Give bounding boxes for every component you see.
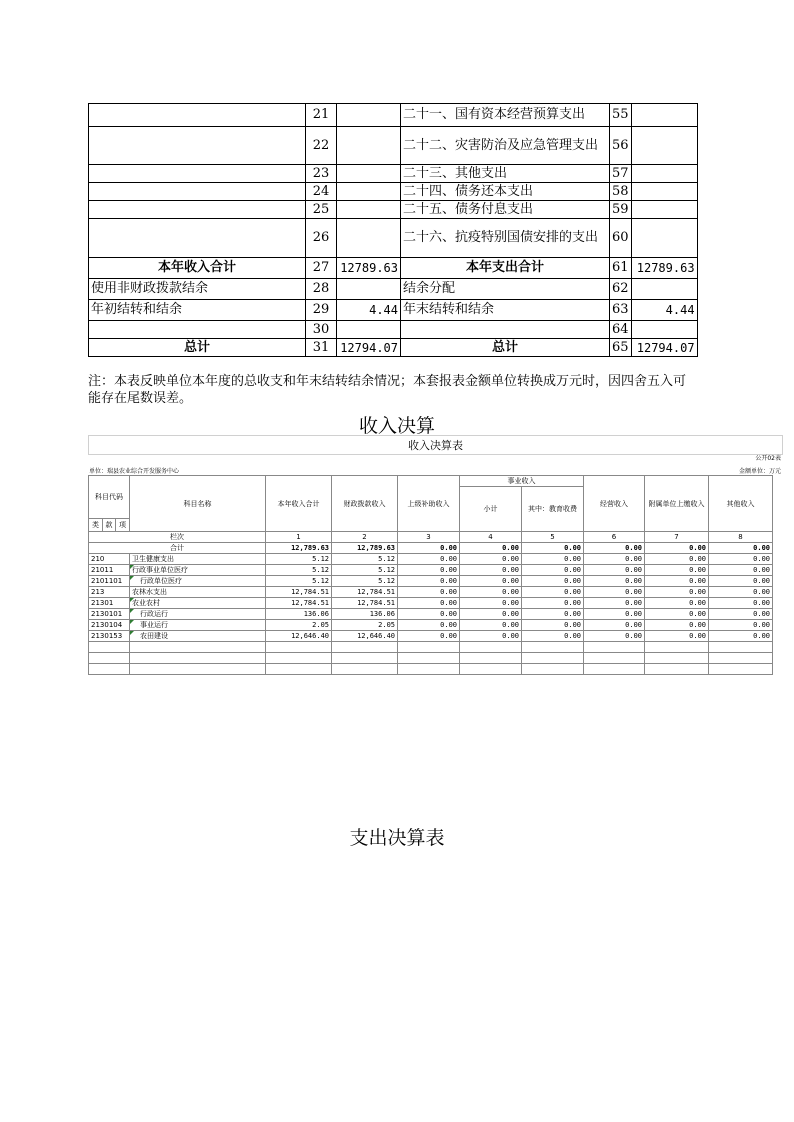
empty-cell [645,653,709,664]
total-value: 0.00 [460,543,522,554]
empty-cell [584,642,645,653]
amount-cell: 12,784.51 [266,598,332,609]
amount-cell: 0.00 [522,598,584,609]
amount-cell: 136.06 [266,609,332,620]
expense-amount [631,104,697,127]
amount-cell: 0.00 [460,620,522,631]
subject-name-text: 事业运行 [140,620,168,629]
income-item-label [89,165,306,183]
total-value: 0.00 [645,543,709,554]
subject-code: 2130104 [89,620,130,631]
expense-line-number: 63 [610,300,632,321]
subject-name [130,565,266,576]
empty-cell [398,664,460,675]
amount-cell: 0.00 [398,565,460,576]
empty-cell [89,653,130,664]
income-item-label [89,104,306,127]
income-amount [337,127,401,165]
amount-cell: 0.00 [522,620,584,631]
empty-cell [332,664,398,675]
expense-item-label: 二十三、其他支出 [401,165,610,183]
summary-row [89,219,698,258]
amount-cell: 0.00 [398,554,460,565]
row-label-cell: 栏次 [89,532,266,543]
income-amount: 4.44 [337,300,401,321]
empty-cell [89,642,130,653]
total-value: 0.00 [522,543,584,554]
total-value: 12,789.63 [332,543,398,554]
income-line-number: 25 [306,201,337,219]
amount-cell: 12,784.51 [332,598,398,609]
expense-item-label: 年末结转和结余 [401,300,610,321]
header-total: 本年收入合计 [266,476,332,532]
summary-row [89,165,698,183]
income-line-number: 27 [306,258,337,279]
amount-cell: 0.00 [645,587,709,598]
amount-cell: 0.00 [645,565,709,576]
summary-row [89,127,698,165]
header-subtotal: 小计 [460,487,522,532]
income-amount [337,219,401,258]
subject-name [130,576,266,587]
empty-cell [522,642,584,653]
expense-line-number: 64 [610,321,632,339]
subject-name-text: 农田建设 [140,631,168,640]
subject-name-text: 卫生健康支出 [132,554,174,563]
amount-unit: 金额单位：万元 [738,468,781,475]
amount-cell: 0.00 [584,620,645,631]
income-amount [337,104,401,127]
empty-cell [398,653,460,664]
income-amount [337,183,401,201]
income-line-number: 29 [306,300,337,321]
income-line-number: 28 [306,279,337,300]
amount-cell: 0.00 [460,565,522,576]
total-value: 0.00 [584,543,645,554]
income-item-label [89,201,306,219]
amount-cell: 0.00 [645,598,709,609]
expense-section-title: 支出决算表 [349,827,445,849]
income-amount [337,201,401,219]
income-expense-summary-table [88,103,698,357]
amount-cell: 0.00 [645,631,709,642]
header-superior: 上级补助收入 [398,476,460,532]
subject-code: 2130153 [89,631,130,642]
empty-cell [266,642,332,653]
subject-name [130,631,266,642]
empty-cell [332,653,398,664]
subject-name-text: 农林水支出 [132,587,167,596]
amount-cell: 0.00 [709,609,773,620]
expense-amount: 12789.63 [631,258,697,279]
amount-cell: 0.00 [522,609,584,620]
amount-cell: 0.00 [460,587,522,598]
income-line-number: 24 [306,183,337,201]
expense-item-label: 总计 [401,339,610,357]
amount-cell: 0.00 [709,554,773,565]
empty-cell [332,642,398,653]
amount-cell: 0.00 [460,554,522,565]
amount-cell: 0.00 [709,620,773,631]
amount-cell: 0.00 [709,631,773,642]
expense-line-number: 58 [610,183,632,201]
amount-cell: 0.00 [645,620,709,631]
column-number: 1 [266,532,332,543]
form-number: 公开02表 [755,455,781,462]
table-row [89,576,773,587]
amount-cell: 0.00 [709,576,773,587]
empty-cell [266,664,332,675]
total-value: 12,789.63 [266,543,332,554]
header-code: 科目代码 [89,476,130,519]
amount-cell: 5.12 [266,576,332,587]
empty-cell [522,653,584,664]
expense-item-label: 二十二、灾害防治及应急管理支出 [401,127,610,165]
income-amount [337,321,401,339]
amount-cell: 0.00 [398,587,460,598]
subject-code: 213 [89,587,130,598]
amount-cell: 5.12 [332,576,398,587]
expense-amount [631,127,697,165]
subject-name [130,620,266,631]
amount-cell: 0.00 [584,576,645,587]
income-amount: 12794.07 [337,339,401,357]
empty-cell [398,642,460,653]
amount-cell: 0.00 [460,609,522,620]
amount-cell: 0.00 [460,598,522,609]
amount-cell: 0.00 [522,554,584,565]
expense-amount [631,165,697,183]
income-item-label [89,219,306,258]
summary-row [89,300,698,321]
subject-code: 2130101 [89,609,130,620]
income-section-title: 收入决算 [358,415,435,437]
income-statement-sheet [88,435,783,682]
expense-amount: 12794.07 [631,339,697,357]
header-xiang: 项 [116,519,130,532]
empty-row [89,653,773,664]
amount-cell: 0.00 [584,609,645,620]
expense-line-number: 61 [610,258,632,279]
amount-cell: 136.06 [332,609,398,620]
amount-cell: 0.00 [398,598,460,609]
column-number-row [89,532,773,543]
subject-name-text: 农业农村 [132,598,160,607]
total-row [89,543,773,554]
column-number: 7 [645,532,709,543]
income-line-number: 22 [306,127,337,165]
expense-amount [631,279,697,300]
header-fiscal: 财政拨款收入 [332,476,398,532]
column-number: 5 [522,532,584,543]
expense-amount [631,321,697,339]
expense-amount: 4.44 [631,300,697,321]
summary-row [89,183,698,201]
amount-cell: 2.05 [266,620,332,631]
income-amount: 12789.63 [337,258,401,279]
column-number: 8 [709,532,773,543]
amount-cell: 5.12 [266,565,332,576]
income-line-number: 30 [306,321,337,339]
amount-cell: 0.00 [584,631,645,642]
total-label: 合计 [89,543,266,554]
amount-cell: 0.00 [522,587,584,598]
amount-cell: 12,646.40 [266,631,332,642]
subject-name-text: 行政事业单位医疗 [132,565,188,574]
table-row [89,565,773,576]
expense-item-label: 本年支出合计 [401,258,610,279]
table-row [89,609,773,620]
header-edu: 其中：教育收费 [522,487,584,532]
subject-code: 210 [89,554,130,565]
empty-cell [130,642,266,653]
empty-row [89,664,773,675]
subject-code: 2101101 [89,576,130,587]
expense-line-number: 55 [610,104,632,127]
empty-row [89,642,773,653]
table-row [89,631,773,642]
summary-row [89,321,698,339]
subject-name [130,598,266,609]
amount-cell: 5.12 [332,554,398,565]
header-other: 其他收入 [709,476,773,532]
header-kuan: 款 [103,519,116,532]
table-row [89,554,773,565]
expense-amount [631,201,697,219]
table-row [89,598,773,609]
amount-cell: 0.00 [709,587,773,598]
empty-cell [709,642,773,653]
table-row [89,620,773,631]
header-name: 科目名称 [130,476,266,532]
amount-cell: 0.00 [460,631,522,642]
amount-cell: 0.00 [645,576,709,587]
empty-cell [584,653,645,664]
subject-name [130,587,266,598]
amount-cell: 0.00 [709,598,773,609]
amount-cell: 0.00 [460,576,522,587]
header-operating: 经营收入 [584,476,645,532]
column-number: 4 [460,532,522,543]
income-item-label: 年初结转和结余 [89,300,306,321]
income-table [88,475,773,675]
summary-row [89,279,698,300]
subject-code: 21011 [89,565,130,576]
income-item-label [89,183,306,201]
amount-cell: 0.00 [522,565,584,576]
sheet-caption: 收入决算表 [88,435,783,455]
column-number: 3 [398,532,460,543]
income-item-label: 总计 [89,339,306,357]
empty-cell [645,642,709,653]
summary-row [89,201,698,219]
amount-cell: 12,646.40 [332,631,398,642]
subject-name [130,609,266,620]
expense-line-number: 56 [610,127,632,165]
amount-cell: 0.00 [398,620,460,631]
amount-cell: 0.00 [584,587,645,598]
total-value: 0.00 [709,543,773,554]
amount-cell: 12,784.51 [266,587,332,598]
empty-cell [460,642,522,653]
amount-cell: 0.00 [398,609,460,620]
amount-cell: 0.00 [522,576,584,587]
amount-cell: 0.00 [584,554,645,565]
expense-line-number: 60 [610,219,632,258]
expense-line-number: 59 [610,201,632,219]
amount-cell: 0.00 [398,631,460,642]
amount-cell: 0.00 [645,554,709,565]
empty-cell [460,664,522,675]
empty-cell [130,653,266,664]
amount-cell: 0.00 [709,565,773,576]
expense-amount [631,183,697,201]
income-item-label: 本年收入合计 [89,258,306,279]
income-amount [337,279,401,300]
total-value: 0.00 [398,543,460,554]
expense-item-label: 结余分配 [401,279,610,300]
subject-code: 21301 [89,598,130,609]
subject-name-text: 行政单位医疗 [140,576,182,585]
expense-line-number: 62 [610,279,632,300]
reporting-unit: 单位：瑞县农业综合开发服务中心 [89,468,180,475]
income-line-number: 31 [306,339,337,357]
expense-item-label: 二十一、国有资本经营预算支出 [401,104,610,127]
income-item-label [89,321,306,339]
header-business: 事业收入 [460,476,584,487]
header-lei: 类 [89,519,103,532]
income-line-number: 26 [306,219,337,258]
summary-row [89,104,698,127]
column-number: 2 [332,532,398,543]
expense-item-label: 二十六、抗疫特别国债安排的支出 [401,219,610,258]
empty-cell [709,664,773,675]
expense-item-label: 二十四、债务还本支出 [401,183,610,201]
subject-name-text: 行政运行 [140,609,168,618]
expense-item-label: 二十五、债务付息支出 [401,201,610,219]
amount-cell: 12,784.51 [332,587,398,598]
empty-cell [266,653,332,664]
amount-cell: 0.00 [584,598,645,609]
expense-line-number: 65 [610,339,632,357]
expense-line-number: 57 [610,165,632,183]
summary-row [89,339,698,357]
income-amount [337,165,401,183]
amount-cell: 0.00 [584,565,645,576]
income-line-number: 21 [306,104,337,127]
expense-amount [631,219,697,258]
income-item-label [89,127,306,165]
empty-cell [460,653,522,664]
income-line-number: 23 [306,165,337,183]
empty-cell [584,664,645,675]
summary-row [89,258,698,279]
amount-cell: 0.00 [645,609,709,620]
empty-cell [522,664,584,675]
amount-cell: 5.12 [332,565,398,576]
table-note: 注：本表反映单位本年度的总收支和年末结转结余情况；本套报表金额单位转换成万元时，因四舍五入可能存在尾数误差。 [88,374,687,406]
empty-cell [645,664,709,675]
header-affiliated: 附属单位上缴收入 [645,476,709,532]
amount-cell: 0.00 [398,576,460,587]
subject-name [130,554,266,565]
empty-cell [130,664,266,675]
column-number: 6 [584,532,645,543]
table-row [89,587,773,598]
income-item-label: 使用非财政拨款结余 [89,279,306,300]
amount-cell: 5.12 [266,554,332,565]
empty-cell [89,664,130,675]
expense-item-label [401,321,610,339]
empty-cell [709,653,773,664]
amount-cell: 2.05 [332,620,398,631]
amount-cell: 0.00 [522,631,584,642]
